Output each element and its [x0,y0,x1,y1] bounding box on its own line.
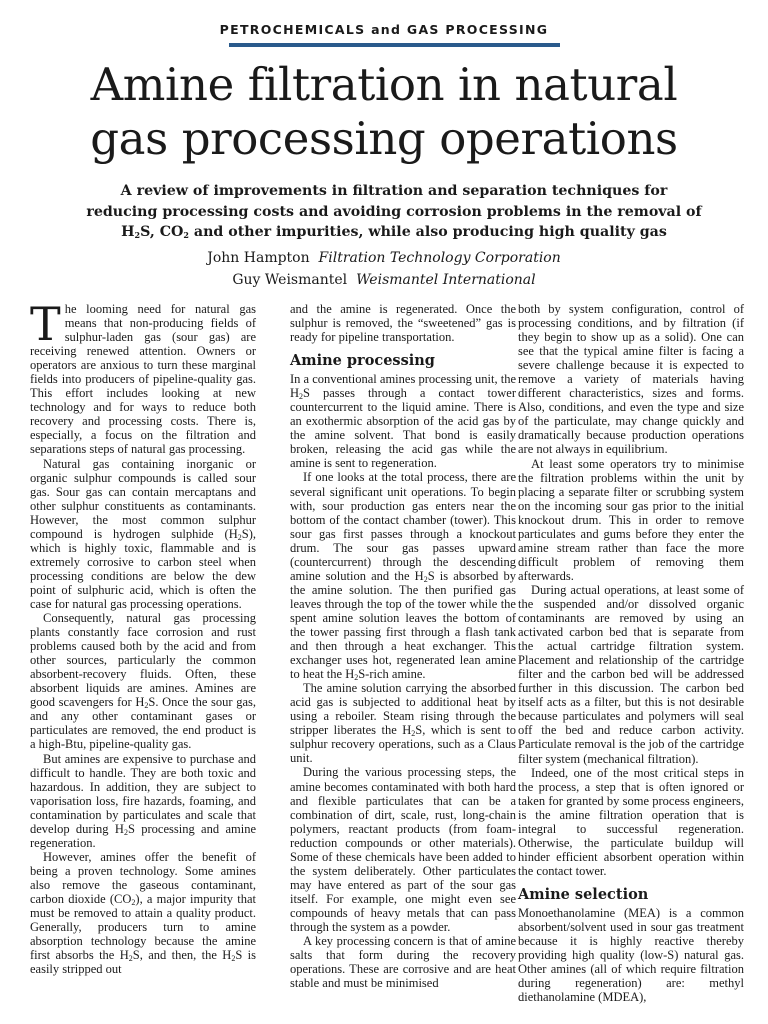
paragraph-text: S, which is sent to sulphur recovery operations, such as a Claus unit. [290,723,516,766]
paragraph-text: S. Once the sour gas, and any other contaminant gases or particulates are removed, the end product is a high-Btu, pipeline-quality gas. [30,695,256,752]
subscript: 2 [183,230,189,240]
paragraph: Natural gas containing inorganic or organic sulphur compounds is called sour gas. Sour gas can contain mercaptans and other sulphur constituents as contaminants. However, the most common sulphur compound is hydrogen sulphide $(H_2S)$, which is highly toxic, flammable and is extremely corrosive to carbon steel when processing conditions are below the dew point of sulphuric acid, which is often the case for natural gas processing operations. [30,456,256,611]
author-name: Guy Weismantel [232,272,348,288]
paragraph-text: Consequently, natural gas processing plants constantly face corrosion and rust problems caused both by the acid and from other sources, particularly the common absorbent-recovery fluids. Often, these absorbent liquids are amines. Amines are good scavengers for H [30,611,256,710]
drop-cap: T [30,297,61,351]
body-column-2 [290,302,516,990]
title-line-1: Amine filtration in natural [90,58,678,111]
paragraph: and the amine is regenerated. Once the sulphur is removed, the “sweetened” gas is ready for pipeline transportation. [290,302,516,345]
section-heading: Amine selection [518,885,649,903]
paragraph: But amines are expensive to purchase and difficult to handle. They are both toxic and hazardous. In addition, they are subject to vaporisation loss, fire hazards, foaming, and contamination by particulates and scale that develop during $H_2S$ processing and amine regeneration. [30,751,256,850]
paragraph [30,297,256,457]
author-line [0,247,768,269]
author-line [0,269,768,291]
section-heading: Amine processing [290,352,435,370]
author-affiliation: Weismantel International [356,272,536,288]
standfirst-text: S, CO [140,224,184,240]
paragraph-text: S, and then, the H [132,948,232,963]
author-list [0,247,768,291]
paragraph-text: S processing and amine regeneration. [30,821,256,850]
paragraph-text: But amines are expensive to purchase and difficult to handle. They are both toxic and hazardous. In addition, they are subject to vaporisation loss, fire hazards, foaming, and contamination by particulates and scale that develop during H [30,751,256,836]
article-title [20,58,748,166]
paragraph-text: S passes through a contact tower countercurrent to the liquid amine. There is an exothermic absorption of the acid gas by the amine solvent. That bond is easily broken, releasing the acid gas while the amine is sent to regeneration. [290,386,516,471]
paragraph: However, amines offer the benefit of being a proven technology. Some amines also remove the gaseous contaminant, carbon dioxide $(CO_2)$, a major impurity that must be removed to attain a quality product. Generally, producers turn to amine absorption technology because the amine first absorbs the $H_2S$, and then, the $H_2S$ is easily stripped out [30,849,256,977]
paragraph: The amine solution carrying the absorbed acid gas is subjected to additional heat by using a reboiler. Steam rising through the stripper liberates the $H_2S$, which is sent to sulphur recovery operations, such as a Claus unit. [290,681,516,766]
body-column-3 [518,302,744,1004]
paragraph: At least some operators try to minimise the filtration problems within the unit by placing a separate filter or scrubbing system on the incoming sour gas prior to the initial knockout drum. This in order to remove particulates and gums before they enter the amine stream rather than face the more difficult problem of removing them afterwards. [518,456,744,583]
paragraph-text: In a conventional amines processing unit, the H [290,372,516,401]
paragraph: A key processing concern is that of amine salts that form during the recovery operations. These are corrosive and are heat stable and must be minimised [290,934,516,991]
paragraph-text: The amine solution carrying the absorbed acid gas is subjected to additional heat by using a reboiler. Steam rising through the stripper liberates the H [290,681,516,738]
standfirst-text: and other impurities, while also producing high quality gas [188,224,667,240]
paragraph-text: he looming need for natural gas means that non-producing fields of sulphur-laden gas (sour gas) are receiving renewed attention. Owners or operators are anxious to turn these marginal fields into producers of pipeline-quality gas. This effort includes looking at new technology and for ways to reduce both recovery and processing costs. There is, especially, a focus on the filtration and separations steps of natural gas processing. [30,302,256,457]
paragraph-text: S-rich amine. [358,667,426,682]
paragraph-text: S), which is highly toxic, flammable and is extremely corrosive to carbon steel when processing conditions are below the dew point of sulphuric acid, which is often the case for natural gas processing operations. [30,526,256,611]
subscript: 2 [134,230,141,240]
paragraph-text: S is absorbed by the amine solution. The then purified gas leaves through the top of the tower while the spent amine solution leaves the bottom of the tower passing first through a flash tank and then through a heat exchanger. This exchanger uses hot, regenerated lean amine to heat the H [290,568,517,682]
section-label: PETROCHEMICALS and GAS PROCESSING [219,22,549,37]
paragraph: During the various processing steps, the amine becomes contaminated with both hard and flexible particulates that can be a combination of dirt, scale, rust, long-chain polymers, reactant products (from foam-reduction compounds or other materials). Some of these chemicals have been added to the system deliberately. Other particulates may have entered as part of the sour gas itself. For example, one might even see compounds of heavy metals that can pass through the system as a powder. [290,765,516,934]
paragraph: Consequently, natural gas processing plants constantly face corrosion and rust problems caused both by the acid and from other sources, particularly the common absorbent-recovery fluids. Often, these absorbent liquids are amines. Amines are good scavengers for $H_2S$. Once the sour gas, and any other contaminant gases or particulates are removed, the end product is a high-Btu, pipeline-quality gas. [30,611,256,752]
author-name: John Hampton [207,250,310,266]
standfirst-text: A review of improvements in filtration and separation techniques for reducing processing costs and avoiding corrosion problems in the removal of H [86,183,702,240]
paragraph: In a conventional amines processing unit, the $H_2S$ passes through a contact tower countercurrent to the liquid amine. There is an exothermic absorption of the acid gas by the amine solvent. That bond is easily broken, releasing the acid gas while the amine is sent to regeneration. [290,372,516,471]
paragraph: During actual operations, at least some of the suspended and/or dissolved organic contaminants are removed by using an activated carbon bed that is separate from the actual cartridge filtration system. Placement and relationship of the cartridge filter and the carbon bed will be addressed further in this discussion. The carbon bed itself acts as a filter, but this is not desirable because particulates and polymers will seal off the bed and reduce carbon activity. Particulate removal is the job of the cartridge filter system (mechanical filtration). [518,582,744,766]
paragraph: both by system configuration, control of processing conditions, and by filtration (if they begin to show up as a solid). One can see that the typical amine filter is facing a severe challenge because it is expected to remove a variety of materials having different characteristics, sizes and forms. Also, conditions, and even the type and size of the particulate, may change quickly and dramatically because production operations are not always in equilibrium. [518,302,744,457]
paragraph: Monoethanolamine (MEA) is a common absorbent/solvent used in sour gas treatment because it is highly reactive thereby providing high quality (low-S) natural gas. Other amines (all of which require filtration during regeneration) are: methyl diethanolamine (MDEA), [518,905,744,1005]
paragraph-text: S is easily stripped out [30,948,256,977]
body-column-1 [30,297,256,977]
standfirst [84,181,704,243]
paragraph-text: Natural gas containing inorganic or organic sulphur compounds is called sour gas. Sour gas can contain mercaptans and other sulphur constituents as contaminants. However, the most common sulphur compound is hydrogen sulphide (H [30,456,256,541]
paragraph: Indeed, one of the most critical steps in the process, a step that is often ignored or taken for granted by some process engineers, is the amine filtration operation that is integral to successful regeneration. Otherwise, the particulate buildup will hinder efficient absorbent operation within the contact tower. [518,765,744,878]
paragraph: If one looks at the total process, there are several significant unit operations. To begin with, sour production gas enters near the bottom of the contact chamber (tower). This sour gas first passes through a knockout drum. The sour gas passes upward (countercurrent) through the descending amine solution and the $H_2S$ is absorbed by the amine solution. The then purified gas leaves through the top of the tower while the spent amine solution leaves the bottom of the tower passing first through a flash tank and then through a heat exchanger. This exchanger uses hot, regenerated lean amine to heat the $H_2S$-rich amine. [290,470,517,683]
paragraph-text: If one looks at the total process, there are several significant unit operations. To begin with, sour production gas enters near the bottom of the contact chamber (tower). This sour gas first passes through a knockout drum. The sour gas passes upward (countercurrent) through the descending amine solution and the H [290,470,516,583]
section-rule [229,43,560,47]
paragraph-text: ), a major impurity that must be removed to attain a quality product. Generally, producers turn to amine absorption technology because the amine first absorbs the H [30,891,256,963]
author-affiliation: Filtration Technology Corporation [318,250,561,266]
paragraph-text: However, amines offer the benefit of being a proven technology. Some amines also remove the gaseous contaminant, carbon dioxide (CO [30,849,256,906]
title-line-2: gas processing operations [90,112,678,165]
